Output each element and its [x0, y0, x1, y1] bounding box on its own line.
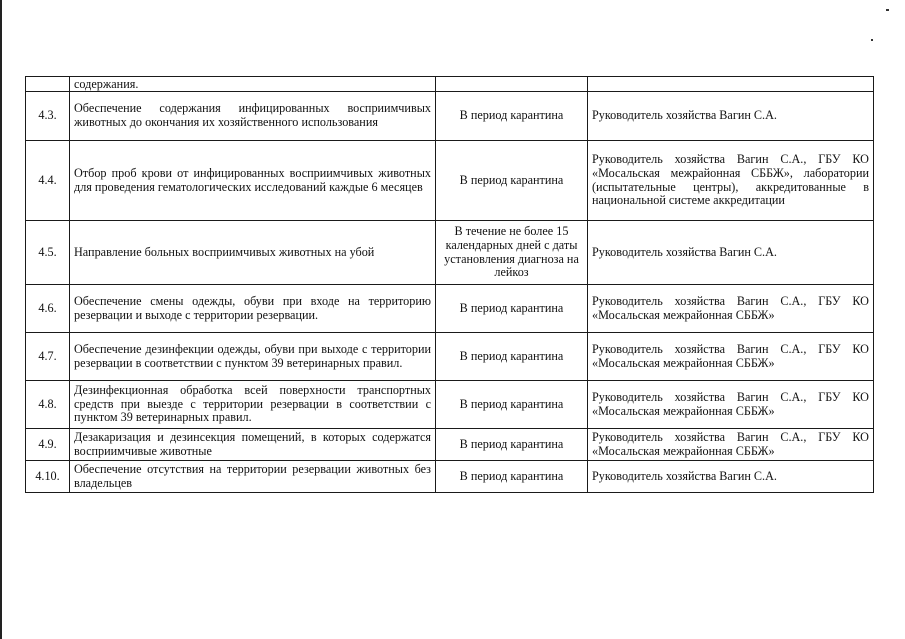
responsible-text: Руководитель хозяйства Вагин С.А., ГБУ КО «Мосальская межрайонная СББЖ»: [588, 429, 874, 461]
responsible-text: Руководитель хозяйства Вагин С.А.: [588, 461, 874, 493]
row-number: 4.10.: [26, 461, 70, 493]
table-row: [26, 92, 874, 141]
measure-text: Дезакаризация и дезинсекция помещений, в которых содержатся восприимчивые животные: [70, 429, 436, 461]
responsible-text: Руководитель хозяйства Вагин С.А., ГБУ КО «Мосальская межрайонная СББЖ», лаборатории (испытательные центры), аккредитованные в национальной системе аккредитации: [588, 141, 874, 221]
responsible-text: Руководитель хозяйства Вагин С.А., ГБУ КО «Мосальская межрайонная СББЖ»: [588, 285, 874, 333]
term-text: В период карантина: [436, 92, 588, 141]
measure-text: Отбор проб крови от инфицированных восприимчивых животных для проведения гематологических исследований каждые 6 месяцев: [70, 141, 436, 221]
responsible-text: Руководитель хозяйства Вагин С.А., ГБУ КО «Мосальская межрайонная СББЖ»: [588, 381, 874, 429]
scanned-page-left-edge: [0, 0, 2, 639]
table-row: [26, 141, 874, 221]
measure-text: содержания.: [70, 77, 436, 92]
row-number: 4.9.: [26, 429, 70, 461]
measure-text: Направление больных восприимчивых животных на убой: [70, 221, 436, 285]
row-number: 4.5.: [26, 221, 70, 285]
responsible-text: Руководитель хозяйства Вагин С.А.: [588, 92, 874, 141]
term-text: В период карантина: [436, 285, 588, 333]
term-text: В период карантина: [436, 381, 588, 429]
table-row: [26, 429, 874, 461]
term-text: В период карантина: [436, 333, 588, 381]
table-row: [26, 461, 874, 493]
measure-text: Обеспечение смены одежды, обуви при входе на территорию резервации и выходе с территории резервации.: [70, 285, 436, 333]
term-text: В период карантина: [436, 429, 588, 461]
table-row: [26, 333, 874, 381]
table-row: [26, 285, 874, 333]
table-row: [26, 221, 874, 285]
term-text: В течение не более 15 календарных дней с даты установления диагноза на лейкоз: [436, 221, 588, 285]
row-number: 4.3.: [26, 92, 70, 141]
measure-text: Обеспечение дезинфекции одежды, обуви при выходе с территории резервации в соответствии с пунктом 39 ветеринарных правил.: [70, 333, 436, 381]
responsible-text: Руководитель хозяйства Вагин С.А.: [588, 221, 874, 285]
table-row: [26, 381, 874, 429]
scan-speck: [886, 9, 889, 11]
measure-text: Дезинфекционная обработка всей поверхности транспортных средств при выезде с территории резервации в соответствии с пунктом 39 ветеринарных правил.: [70, 381, 436, 429]
row-number: 4.6.: [26, 285, 70, 333]
term-text: [436, 77, 588, 92]
row-number: 4.4.: [26, 141, 70, 221]
quarantine-measures-table: [25, 76, 874, 493]
term-text: В период карантина: [436, 461, 588, 493]
term-text: В период карантина: [436, 141, 588, 221]
measure-text: Обеспечение отсутствия на территории резервации животных без владельцев: [70, 461, 436, 493]
measure-text: Обеспечение содержания инфицированных восприимчивых животных до окончания их хозяйственного использования: [70, 92, 436, 141]
row-number: [26, 77, 70, 92]
table-row: [26, 77, 874, 92]
scan-speck: [871, 39, 873, 41]
row-number: 4.8.: [26, 381, 70, 429]
responsible-text: Руководитель хозяйства Вагин С.А., ГБУ КО «Мосальская межрайонная СББЖ»: [588, 333, 874, 381]
row-number: 4.7.: [26, 333, 70, 381]
responsible-text: [588, 77, 874, 92]
